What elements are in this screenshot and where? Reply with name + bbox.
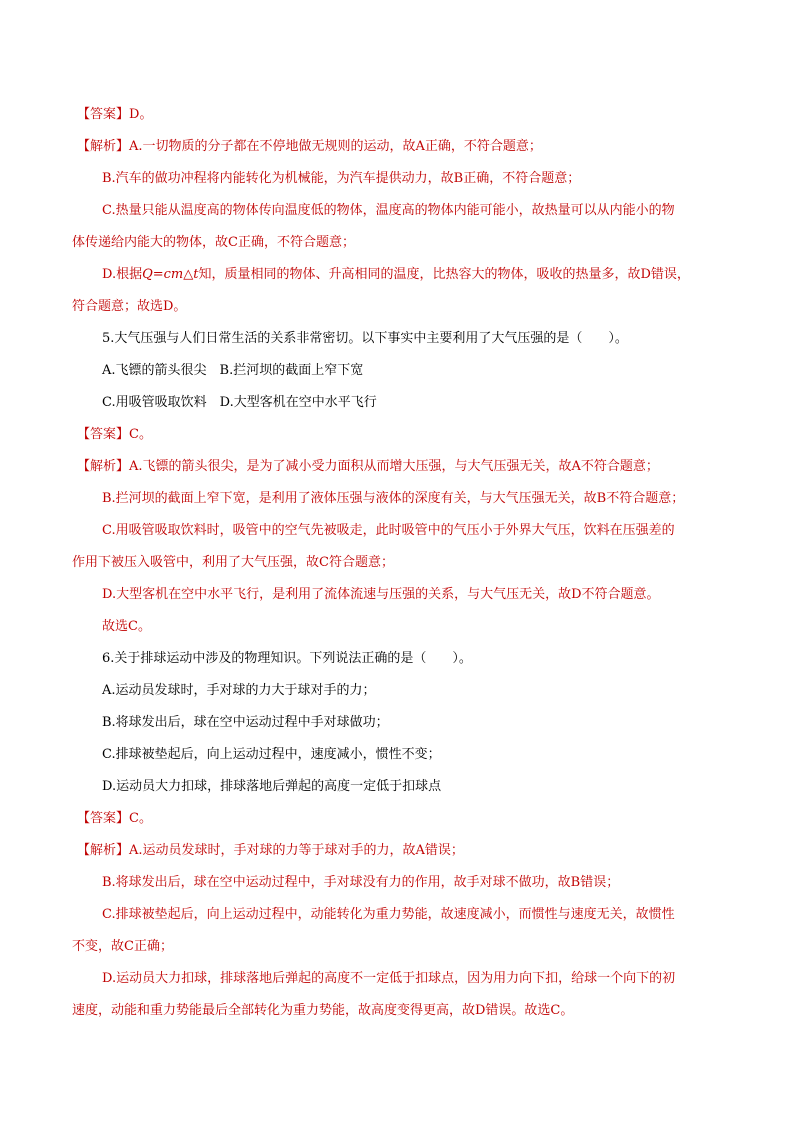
analysis-text: D.根据 (102, 267, 143, 282)
analysis-text: A.运动员发球时，手对球的力等于球对手的力，故A错误； (129, 843, 464, 858)
analysis-text: 知，质量相同的物体、升高相同的温度，比热容大的物体，吸收的热量多，故D错误， (198, 267, 690, 282)
analysis-tag: 【解析】 (77, 843, 130, 858)
q6-analysis-d1: D.运动员大力扣球，排球落地后弹起的高度不一定低于扣球点，因为用力向下扣，给球一个向下的初 (102, 971, 676, 986)
q5-options-cd: C.用吸管吸取饮料 D.大型客机在空中水平飞行 (102, 395, 377, 410)
q4-analysis-d1 (102, 266, 690, 284)
q5-analysis-b: B.拦河坝的截面上窄下宽，是利用了液体压强与液体的深度有关，与大气压强无关，故B不符合题意； (102, 491, 685, 506)
analysis-text: A.一切物质的分子都在不停地做无规则的运动，故A正确，不符合题意； (129, 139, 542, 154)
answer-tag: 【答案】 (77, 427, 130, 442)
q6-option-c: C.排球被垫起后，向上运动过程中，速度减小，惯性不变； (102, 747, 441, 762)
q4-analysis-c2: 体传递给内能大的物体，故C正确，不符合题意； (72, 235, 355, 250)
q6-analysis-b: B.将球发出后，球在空中运动过程中，手对球没有力的作用，故手对球不做功，故B错误； (102, 875, 620, 890)
formula: Q=cm△t (142, 267, 199, 282)
answer-tag: 【答案】 (77, 811, 130, 826)
q6-analysis-d2: 速度，动能和重力势能最后全部转化为重力势能，故高度变得更高，故D错误。故选C。 (72, 1003, 574, 1018)
q5-conclusion: 故选C。 (102, 619, 151, 634)
q5-analysis-c1: C.用吸管吸取饮料时，吸管中的空气先被吸走，此时吸管中的气压小于外界大气压，饮料在压强差的 (102, 523, 675, 538)
q6-analysis-a (77, 842, 464, 860)
q6-option-b: B.将球发出后，球在空中运动过程中手对球做功； (102, 715, 389, 730)
q4-analysis-a (77, 138, 542, 156)
q6-analysis-c2: 不变，故C正确； (72, 939, 173, 954)
q4-analysis-c1: C.热量只能从温度高的物体传向温度低的物体，温度高的物体内能可能小，故热量可以从内能小的物 (102, 203, 675, 218)
analysis-tag: 【解析】 (77, 139, 130, 154)
analysis-text: A.飞镖的箭头很尖，是为了减小受力面积从而增大压强，与大气压强无关，故A不符合题意； (129, 459, 659, 474)
answer-value: D。 (129, 107, 153, 122)
answer-tag: 【答案】 (77, 107, 130, 122)
q6-option-d: D.运动员大力扣球，排球落地后弹起的高度一定低于扣球点 (102, 779, 442, 794)
q4-analysis-b: B.汽车的做功冲程将内能转化为机械能，为汽车提供动力，故B正确，不符合题意； (102, 171, 581, 186)
q5-question: 5.大气压强与人们日常生活的关系非常密切。以下事实中主要利用了大气压强的是（ ）。 (102, 331, 628, 346)
q4-analysis-d2: 符合题意；故选D。 (72, 299, 187, 314)
analysis-tag: 【解析】 (77, 459, 130, 474)
q5-options-ab: A.飞镖的箭头很尖 B.拦河坝的截面上窄下宽 (102, 363, 364, 378)
q6-analysis-c1: C.排球被垫起后，向上运动过程中，动能转化为重力势能，故速度减小，而惯性与速度无关，故惯性 (102, 907, 675, 922)
q5-analysis-c2: 作用下被压入吸管中，利用了大气压强，故C符合题意； (72, 555, 394, 570)
q4-answer-line (77, 106, 152, 124)
q6-answer-line (77, 810, 152, 828)
q6-option-a: A.运动员发球时，手对球的力大于球对手的力； (102, 683, 376, 698)
q5-answer-line (77, 426, 152, 444)
answer-value: C。 (129, 811, 152, 826)
q5-analysis-d: D.大型客机在空中水平飞行，是利用了流体流速与压强的关系，与大气压无关，故D不符合题意。 (102, 587, 660, 602)
q5-analysis-a (77, 458, 659, 476)
q6-question: 6.关于排球运动中涉及的物理知识。下列说法正确的是（ ）。 (102, 651, 472, 666)
answer-value: C。 (129, 427, 152, 442)
